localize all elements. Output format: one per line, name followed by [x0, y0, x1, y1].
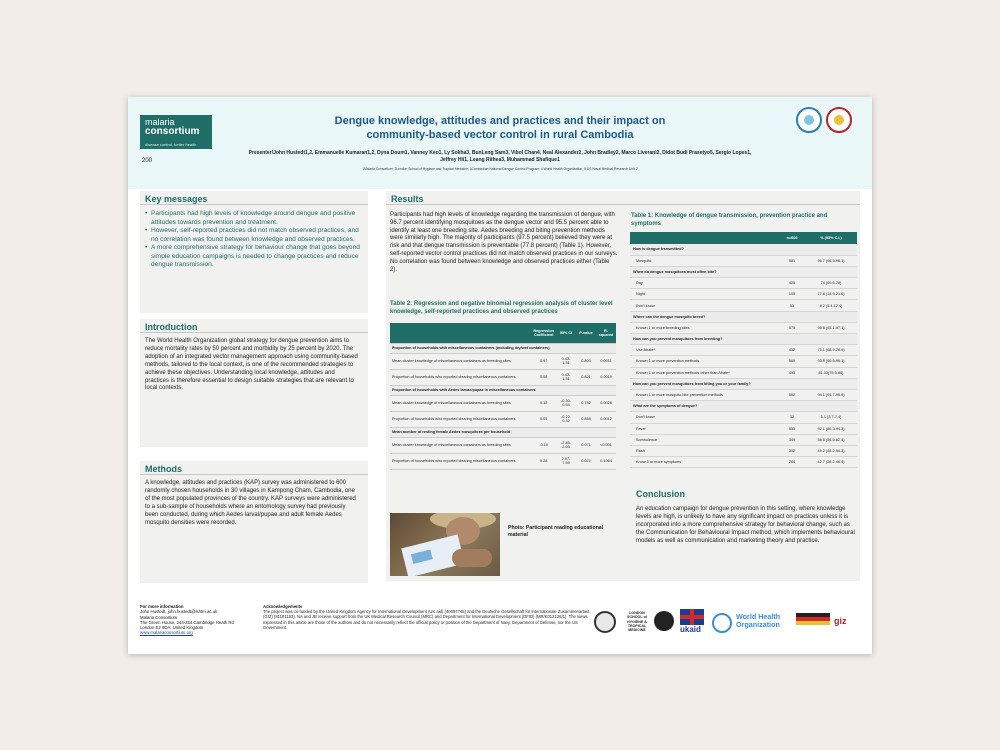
conclusion-text: An education campaign for dengue prevention in this setting, where knowledge levels are high, is unlikely to have any significant impact on practices unless it is incorporated into a more comprehensive strategy for behavioral change, such as the Communication for Behavioural Impact method, which implements behavioural models as well as communication and marketing theory and practice.: [636, 506, 855, 544]
table-cell: 92.1 (89.3-94.3): [805, 423, 857, 434]
table-row: [630, 322, 857, 333]
navy-seal-icon: [654, 611, 674, 631]
poster: [128, 97, 872, 654]
table-cell: -0.30-0.54: [556, 395, 576, 411]
table-cell: Known 1 or more mosquito bite prevention methods: [630, 389, 779, 400]
table-cell: 0.43-1.51: [556, 369, 576, 385]
table-cell: 349: [779, 434, 805, 445]
ministry-seal-icon: [796, 107, 822, 133]
table-question: Where can the dengue mosquito breed?: [630, 311, 857, 322]
acknowledgements-heading: Acknowledgements: [263, 604, 303, 609]
table-cell: 302: [779, 445, 805, 456]
table-cell: 5.1 (3.7-7.4): [805, 412, 857, 423]
table-cell: 264: [779, 457, 805, 468]
table-row: [630, 423, 857, 434]
participant-photo: [390, 513, 500, 576]
table-row: [630, 255, 857, 266]
table-cell: 0.12: [531, 395, 556, 411]
table-section: Proportion of households with miscellaneous containers (including dry/wet containers): [390, 343, 616, 353]
table1-caption: Table 1: Knowledge of dengue transmission, prevention practice and symptoms: [631, 213, 828, 227]
table-cell: 0.971: [576, 437, 596, 453]
table-row: [630, 434, 857, 445]
key-message-item: • However, self-reported practices did not match observed practices, and no correlation was found between knowledge and observed practices.: [145, 227, 362, 244]
table-cell: 581: [779, 255, 805, 266]
table-cell: 53: [779, 300, 805, 311]
table-row: [630, 289, 857, 300]
results-heading: Results: [386, 191, 860, 205]
table-cell: 0.43-1.51: [556, 353, 576, 369]
table-question: How can you prevent mosquitoes from biting you or your family?: [630, 378, 857, 389]
table-cell: Known 1 or more breeding sites: [630, 322, 779, 333]
table-cell: 562: [779, 389, 805, 400]
funder-seal-icon: [594, 611, 616, 633]
table-question: How is dengue transmitted?: [630, 244, 857, 255]
table-question: When do dengue mosquitoes most often bite?: [630, 266, 857, 277]
table-cell: 32: [779, 412, 805, 423]
key-messages-panel: [140, 191, 368, 313]
table-header: % (95% C.I.): [805, 232, 857, 244]
table-cell: 0.858: [576, 411, 596, 427]
table-cell: 81.33(75.5-86): [805, 367, 857, 378]
table-cell: Rash: [630, 445, 779, 456]
affiliations: 1Malaria Consortium; 2London School of Hygiene and Tropical Medicine; 3Cambodian National Dengue Control Program; 4 World Health Organization; 5 US Naval Medical Research Unit-2: [362, 167, 638, 171]
table-cell: 0.0019: [596, 369, 616, 385]
ukaid-logo: ukaid: [680, 625, 701, 634]
table-row: [630, 457, 857, 468]
table-cell: 0.97: [531, 353, 556, 369]
knowledge-table: [630, 232, 857, 468]
table-row: [390, 353, 616, 369]
poster-footer: [128, 597, 872, 654]
table-cell: 0.05: [531, 411, 556, 427]
table-row: [630, 445, 857, 456]
table-cell: 569: [779, 356, 805, 367]
table-row: [630, 389, 857, 400]
contact-line: The Green House, 244-254 Cambridge Heath Rd: [140, 619, 234, 625]
table-row: [630, 412, 857, 423]
key-message-item: • A more comprehensive strategy for behaviour change that goes beyond simple education campaigns is needed to change practices and reduce dengue transmission.: [145, 244, 362, 270]
table-cell: 0.803: [576, 353, 596, 369]
table-section: Proportion of households with Aedes larvae/pupae in miscellaneous containers: [390, 385, 616, 395]
lshtm-logo: LONDON SCHOOL of HYGIENE & TROPICAL MEDICINE: [627, 611, 647, 633]
table-cell: Don't know: [630, 300, 779, 311]
table-cell: 58.5 (54.5-62.4): [805, 434, 857, 445]
table-header: n=600: [779, 232, 805, 244]
table-cell: 17.8 (14.5-21.6): [805, 289, 857, 300]
table-cell: Day: [630, 278, 779, 289]
table-cell: -2.85-2.65: [556, 437, 576, 453]
table-cell: Fever: [630, 423, 779, 434]
table-cell: 0.0012: [596, 411, 616, 427]
table-cell: 2.97-7.59: [556, 453, 576, 469]
table-cell: Known 1 or more prevention methods: [630, 356, 779, 367]
table-cell: 95.5 (93.1-97.1): [805, 322, 857, 333]
table-cell: Mosquito: [630, 255, 779, 266]
table-cell: Known 1 or more prevention methods other than Abate*: [630, 367, 779, 378]
table-cell: Mean cluster knowledge of miscellaneous containers as breeding sites: [390, 437, 531, 453]
logo-tagline: disease control, better health: [145, 142, 197, 147]
table-cell: Night: [630, 289, 779, 300]
table-row: [390, 437, 616, 453]
table-cell: 5.28: [531, 453, 556, 469]
table-cell: 425: [779, 278, 805, 289]
table-cell: 452: [779, 345, 805, 356]
table-header: 95% CI: [556, 323, 576, 343]
table-row: [630, 300, 857, 311]
introduction-panel: [140, 319, 368, 447]
table-question: What are the symptoms of dengue?: [630, 401, 857, 412]
table-cell: Use Abate*: [630, 345, 779, 356]
table-header: [390, 323, 531, 343]
table-row: [630, 278, 857, 289]
table-section: Mean number of resting female Aedes mosquitoes per household: [390, 427, 616, 437]
table-cell: 575: [779, 322, 805, 333]
table-cell: 73.1 (68.9-76.9): [805, 345, 857, 356]
introduction-heading: Introduction: [140, 319, 368, 333]
table-header: P-value: [576, 323, 596, 343]
table-cell: 0.08: [531, 369, 556, 385]
methods-heading: Methods: [140, 461, 368, 475]
table-header: Regression Coefficient: [531, 323, 556, 343]
table-cell: -0.22-0.32: [556, 411, 576, 427]
acknowledgements-text: The project was co-funded by the United Kingdom Agency for International Development (UK aid) (40097745) and the Deutsche Gesellschaft für Internationale Zusammenarbeit (GIZ) (81181153). NA and JB receive support from the UK Medical Research Council (MRC) and Department for International Development (DFID) (MR/K012126/1). The views expressed in this article are those of the authors and do not necessarily reflect the official policy or position of the Department of Navy, Department of Defense, nor the US Government.: [263, 609, 590, 630]
table-cell: Mean cluster knowledge of miscellaneous containers as breeding sites: [390, 395, 531, 411]
table-row: [390, 395, 616, 411]
table-cell: 0.1064: [596, 453, 616, 469]
table-cell: -0.10: [531, 437, 556, 453]
photo-caption: Photo: Participant reading educational material: [508, 525, 604, 538]
contact-heading: For more information: [140, 604, 184, 609]
regression-table: [390, 323, 616, 470]
table-cell: Somnolence: [630, 434, 779, 445]
malaria-consortium-logo: [140, 115, 212, 149]
results-text: Participants had high levels of knowledge regarding the transmission of dengue, with 96.7 percent identifying mosquitoes as the dengue vector and 95.5 percent able to identify at least one breeding site. Aedes breeding and biting prevention methods were similarly high. The majority of participants (97.5 percent) believed they were at risk and that dengue transmission is preventable (77.8 percent) (Table 1). However, self-reported vector control practices did not match observed practices in our surveys. No correlation was found between knowledge and observed practices either (Table 2).: [390, 212, 618, 273]
poster-number: 200: [142, 158, 153, 164]
table-cell: 74 (69.6-78): [805, 278, 857, 289]
table-cell: 0.0011: [596, 353, 616, 369]
table-cell: 93.9 (90.6-96.1): [805, 356, 857, 367]
table-cell: 94.1 (91.7-95.9): [805, 389, 857, 400]
table-cell: 105: [779, 289, 805, 300]
table-cell: 493: [779, 367, 805, 378]
giz-logo: giz: [834, 616, 847, 626]
table-cell: 553: [779, 423, 805, 434]
table-cell: 8.2 (5.4-12.4): [805, 300, 857, 311]
author-list: Presenter/John Hustedt1,2, Emmanuelle Kumaran1,2, Dyna Doum1, Vanney Keo1, Ly Sokha3, BunLeng Sam3, Vibol Chan4, Neal Alexander2, John Bradley2, Marco Liverani2, Didot Budi Prasetyo5, Sergio Lopes1, Jeffrey Hii1, Leang Rithea3, Muhammad Shafique1: [248, 150, 752, 163]
table-row: [630, 367, 857, 378]
introduction-text: The World Health Organization global strategy for dengue prevention aims to reduce mortality rates by 50 percent and morbidity by 25 percent by 2020. The adoption of an integrated vector management approach using community-based methods, tailored to the local context, is one of the recommended strategies to achieve these objectives. Understanding local knowledge, attitudes and practices is therefore essential to design suitable strategies that are relevant to local contexts.: [145, 338, 358, 392]
contact-info: [140, 604, 234, 636]
website-link[interactable]: www.malariaconsortium.org: [140, 630, 193, 636]
key-messages-heading: Key messages: [140, 191, 368, 205]
table2-caption: Table 2: Regression and negative binomial regression analysis of cluster level knowledge, self-reported practices and observed practices: [390, 301, 613, 315]
table-cell: 96.7 (94.5-98.1): [805, 255, 857, 266]
contact-line: London E2 9DA, United Kingdom: [140, 625, 204, 631]
table-cell: 49.2 (44.2-54.3): [805, 445, 857, 456]
table-cell: Don't know: [630, 412, 779, 423]
table-row: [630, 356, 857, 367]
logo-line2: consortium: [145, 126, 200, 137]
table-cell: 0.022: [576, 453, 596, 469]
poster-header: [128, 97, 872, 189]
acknowledgements: [263, 604, 593, 630]
who-emblem-icon: [712, 613, 732, 633]
table-cell: 0.821: [576, 369, 596, 385]
uk-flag-icon: [680, 609, 704, 625]
conclusion-heading: Conclusion: [636, 489, 685, 499]
poster-title: Dengue knowledge, attitudes and practices and their impact on community-based vector control in rural Cambodia: [334, 115, 666, 141]
table-row: [390, 369, 616, 385]
table-header: [630, 232, 779, 244]
table-row: [390, 453, 616, 469]
table-cell: <0.001: [596, 437, 616, 453]
health-seal-icon: [826, 107, 852, 133]
key-message-item: • Participants had high levels of knowledge around dengue and positive attitudes towards prevention and treatment.: [145, 210, 362, 227]
table-cell: Proportion of households who reported clearing miscellaneous containers: [390, 453, 531, 469]
contact-line: Malaria Consortium: [140, 614, 178, 620]
table-header: R-squared: [596, 323, 616, 343]
table-cell: Proportion of households who reported clearing miscellaneous containers: [390, 369, 531, 385]
table-question: How can you prevent mosquitoes from breeding?: [630, 334, 857, 345]
who-logo: World Health Organization: [736, 612, 781, 629]
methods-text: A knowledge, attitudes and practices (KAP) survey was administered to 600 randomly chosen households in 30 villages in Kampong Cham, Cambodia, one of the most populated provinces of the country. KAP surveys were administered to a sub-sample of households where an entomology survey had previously been conducted, during which Aedes larval/pupae and adult female Aedes mosquito densities were recorded.: [145, 480, 356, 526]
logo-line1: malaria: [145, 117, 175, 127]
table-cell: 42.7 (39.2-46.4): [805, 457, 857, 468]
table-row: [390, 411, 616, 427]
table-row: [630, 345, 857, 356]
methods-panel: [140, 461, 368, 583]
contact-line: John Hustedt, john.hustedt@lshtm.ac.uk: [140, 609, 218, 615]
table-cell: 0.0028: [596, 395, 616, 411]
table-cell: Know 3 or more symptoms: [630, 457, 779, 468]
table-cell: 0.782: [576, 395, 596, 411]
table-cell: Mean cluster knowledge of miscellaneous containers as breeding sites: [390, 353, 531, 369]
table-cell: Proportion of households who reported clearing miscellaneous containers: [390, 411, 531, 427]
